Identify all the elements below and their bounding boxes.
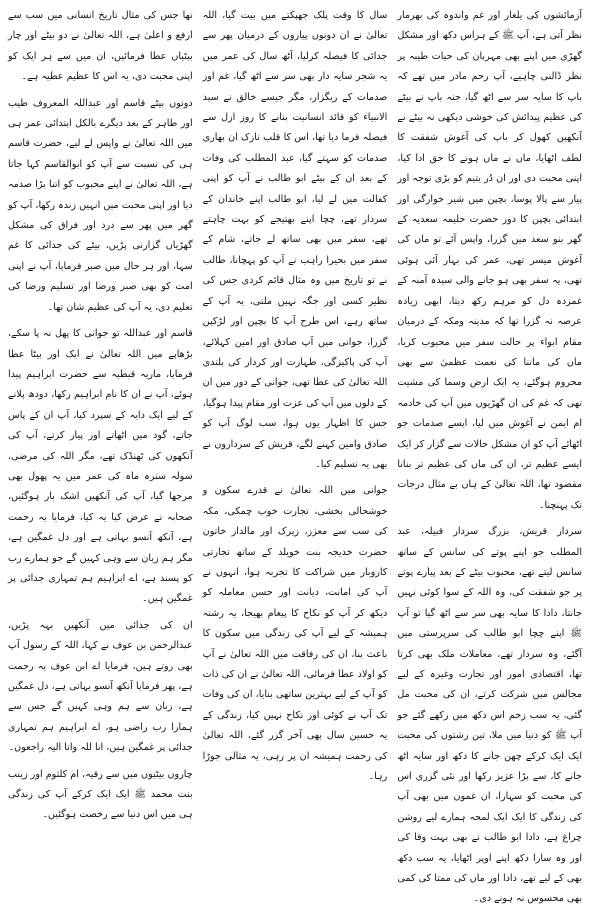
text-column-middle (203, 6, 388, 783)
paragraph: جوانی میں اللہ تعالیٰ نے قدرے سکون و خوشحالی بخشی، تجارت خوب چمکی، مکہ کی سب سے معزز، زیرک اور مالدار خاتون حضرت خدیجہ بنت خویلد کے ساتھ تجارتی کاروبار میں شراکت کا تجربہ ہوا، انہوں نے آپ کی امانت، دیانت اور حسن معاملہ کو دیکھ کر آپ کو نکاح کا پیغام بھیجا، یہ رشتہ ہمیشہ کے لیے آپ کی زندگی میں سکون کا باعث بنا، ان کی رفاقت میں اللہ تعالیٰ نے آپ کو اولاد عطا فرمائی، اللہ تعالیٰ نے ان کی ذات کو آپ کے لیے بہترین ساتھی بنایا، ان کی وفات تک آپ نے کوئی اور نکاح نہیں کیا، زندگی کے یہ حسین سال بھی آخر گزر گئے، اللہ تعالیٰ کی رحمت ہمیشہ ان پر رہی، یہ مثالی جوڑا رہا۔ (202, 485, 388, 783)
paragraph: تھا جس کی مثال تاریخ انسانی میں سب سے ارفع و اعلیٰ ہے، اللہ تعالیٰ نے دو بیٹے اور چار بیٹیاں عطا فرمائیں، ان میں سے ہر ایک کو اپنی محبت دی، یہ اس کا عظیم عطیہ ہے۔ (7, 10, 193, 83)
paragraph: دونوں بیٹے قاسم اور عبداللہ المعروف طیب اور طاہر کے بعد دیگرے بالکل ابتدائی عمر ہی میں اللہ تعالیٰ نے واپس لے لیے، حضرت قاسم ہی کی نسبت سے آپ کو ابوالقاسم کہا جاتا ہے، اللہ تعالیٰ نے اپنے محبوب کو اتنا بڑا صدمہ دیا اور اپنی محبت میں انہیں زندہ رکھا، آپ کو گھر میں پھر سے درد اور فراق کی مشکل گھڑیاں گزارنی پڑیں، بیٹے کی جدائی کا غم سہا، اور ہر حال میں صبر فرمایا، آپ نے اپنی امت کو بھی صبر ورضا اور تسلیم ورضا کی تعلیم دی، یہ آپ کی عظیم شان تھا۔ (7, 97, 193, 313)
text-column-right (397, 6, 582, 905)
paragraph: چاروں بیٹیوں میں سے رقیہ، ام کلثوم اور زینب بنت محمد ﷺ ایک ایک کرکے آپ کی زندگی ہی میں اس دنیا سے رخصت ہوگئیں۔ (7, 768, 193, 821)
paragraph: ان کی جدائی میں آنکھیں بہہ پڑیں، عبدالرحمن بن عوف نے کہا، اللہ کے رسول آپ بھی روتے ہیں، فرمایا اے ابن عوف یہ رحمت ہے، پھر فرمایا آنکھ آنسو بہاتی ہے، دل غمگین ہے، زبان سے ہم وہی کہیں گے جس سے ہمارا رب راضی ہو، اے ابراہیم ہم تمہاری جدائی پر غمگین ہیں، انا للہ وانا الیہ راجعون۔ (7, 619, 193, 754)
paragraph: سال کا وقت پلک جھپکتے میں بیت گیا، اللہ تعالیٰ نے ان دونوں پیاروں کے درمیان پھر سے جدائی کا فیصلہ کرلیا، آٹھ سال کی عمر میں یہ شجر سایہ دار بھی سر سے اٹھ گیا، غم اور صدمات کے ریگزار، مگر جیسے خالق نے سید الانبیاء کو قائد انسانیت بنانے کا روز ازل سے فیصلہ فرما دیا تھا، اس کا قلب نازک ان بھاری صدمات کو سہتے گیا، عبد المطلب کی وفات کے بعد ان کے بیٹے ابو طالب نے آپ کو اپنی کفالت میں لے لیا، ابو طالب اپنے خاندان کے سردار تھے، چچا اپنے بھتیجے کو بہت چاہتے تھے، سفر میں بھی ساتھ لے جاتے، شام کے سفر میں بحیرا راہب نے آپ کو پہچانا، طالب نے تو تاریخ میں وہ مثال قائم کردی جس کی نظیر کسی اور جگہ نہیں ملتی، یہ آپ کے ساتھ رہے، اس طرح آپ کا بچپن اور لڑکپن گزرا، جوانی میں آپ صادق اور امین کہلائے، آپ کی پاکیزگی، طہارت اور کردار کی بلندی اللہ تعالیٰ کی عطا تھی، جوانی کے دور میں ان کے دلوں میں آپ کی عزت اور مقام پیدا ہوگیا، جس کا اظہار یوں ہوا، سب لوگ آپ کو صادق وامین کہنے لگے، قریش کے سرداروں نے بھی یہ تسلیم کیا۔ (202, 10, 388, 470)
paragraph: سردار قریش، بزرگ سردار قبیلہ، عبد المطلب جو اپنے پوتے کی سانس کے ساتھ سانس لیتے تھے، محبوب بیٹے کے بعد پیارے پوتے پر جو شفقت کی، وہ اللہ کے سوا کوئی نہیں جانتا، دادا کا سایہ بھی سر سے اٹھ گیا تو آپ ﷺ اپنے چچا ابو طالب کی سرپرستی میں آگئے، وہ سردار تھے، معاملات ملک بھی کرتا تھا، اقتصادی امور اور تجارت وغیرہ کے لیے مجالس میں شرکت کرتے، ان کی محبت مل گئی، یہ سب زخم اس دکھ میں رکھے گئے جو آپ ﷺ کو دنیا میں ملا، تین رشتوں کی محبت ایک ایک کرکے چھن جانے کا دکھ اور سایہ اٹھ جانے کا، سے بڑا عزیز رکھا اور نئی گزری اس کی محبت کو سہارا، ان غموں میں بھی آپ کی زندگی کا ایک ایک لمحہ ہمارے لیے روشن چراغ ہے، دادا ابو طالب نے بھی بہت وفا کی اور وہ سارا دکھ اپنے اوپر اٹھایا، یہ سب دکھ بھی کے لیے تھے، دادا اور ماں کی ممتا کی کمی بھی محسوس نہ ہونے دی۔ (397, 526, 582, 905)
paragraph: قاسم اور عبداللہ تو جوانی کا پھل نہ پا سکے، بڑھاپے میں اللہ تعالیٰ نے ایک اور بیٹا عطا فرمایا، ماریہ قبطیہ سے حضرت ابراہیم پیدا ہوئے، آپ نے ان کا نام ابراہیم رکھا، دودھ پلانے کے لیے ایک دایہ کے سپرد کیا، آپ ان کے پاس جاتے، گود میں اٹھاتے اور پیار کرتے، آپ کی آنکھوں کی ٹھنڈک تھے، مگر اللہ کی مرضی، سولہ سترہ ماہ کی عمر میں یہ پھول بھی مرجھا گیا، آپ کی آنکھیں اشک بار ہوگئیں، صحابہ نے عرض کیا یہ کیا، فرمایا یہ رحمت ہے، آنکھ آنسو بہاتی ہے اور دل غمگین ہے، مگر ہم زبان سے وہی کہیں گے جو ہمارے رب کو پسند ہے، اے ابراہیم ہم تمہاری جدائی پر غمگین ہیں۔ (7, 328, 193, 605)
paragraph: آزمائشوں کی یلغار اور غم واندوہ کی بھرمار نظر آتی ہے، آپ ﷺ کے ہراس دکھ اور مشکل گھڑی میں اپنے بھی مہربان کی حیات طیبہ پر نظر ڈالنی چاہیے، آپ رحم مادر میں تھے کہ باپ کا سایہ سر سے اٹھ گیا، جنہ باپ نے بیٹے کی عظیم پیدائش کی خوشی دیکھی نہ بیٹے نے آنکھیں کھول کر باپ کی آغوش شفقت کا لطف اٹھایا، ماں نے ماں ہونے کا حق ادا کیا، اپنی محبت دی اور ان دُر یتیم کو بڑی توجہ اور پیار سے پالا پوسا، بچپن میں شیر خوارگی اور ابتدائی بچپن کا دور حضرت حلیمہ سعدیہ کے گھر بنو سعد میں گزرا، واپس آئے تو ماں کی آغوش میسر تھی، عمر کی بہار آئی ہوئی تھی، یہ سفر بھی ہو جانے والی سیدہ آمنہ کے غمزدہ دل کو مرہم رکھ دیتا، ابھی زیادہ عرصہ نہ گزرا تھا کہ مدینہ ومکہ کے درمیان مقام ابواء پر حالت سفر میں محبوب کریا، ماں کی ماننا کی نعمت عظمیٰ سے بھی محروم ہوگئے، یہ ایک ارض وسما کی مشیت تھی کہ غم کی ان گھڑیوں میں آپ کی خادمہ ام ایمن نے آغوش میں لیا، ایسے صدمات جو اٹھائے آپ کو ان مشکل حالات سے گزار کر ایک ایسے عظیم تر، ان کی ماں کی عظیم تر بنانا مقصود تھا، اللہ تعالیٰ کے ہاں بے مثال درجات تک پہنچنا۔ (397, 10, 582, 511)
text-column-left (7, 6, 193, 821)
